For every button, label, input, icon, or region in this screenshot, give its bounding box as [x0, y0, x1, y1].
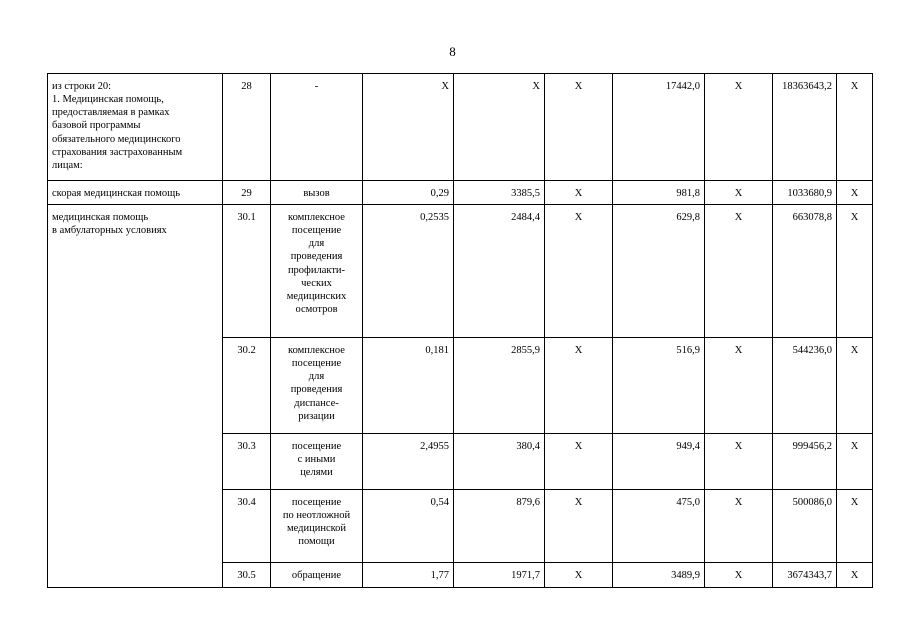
unit-cell: обращение	[271, 563, 363, 588]
value-cell: Х	[545, 74, 613, 181]
value-cell: 544236,0	[773, 338, 837, 434]
row-number-cell: 30.5	[223, 563, 271, 588]
value-cell: Х	[837, 434, 873, 490]
row-number-cell: 30.4	[223, 490, 271, 563]
value-cell: Х	[837, 338, 873, 434]
value-cell: Х	[545, 181, 613, 205]
value-cell: Х	[545, 563, 613, 588]
value-cell: Х	[705, 434, 773, 490]
value-cell: Х	[705, 563, 773, 588]
value-cell: Х	[454, 74, 545, 181]
table-row	[48, 74, 873, 181]
row-number-cell: 28	[223, 74, 271, 181]
value-cell: Х	[705, 338, 773, 434]
value-cell: Х	[705, 205, 773, 338]
value-cell: Х	[837, 205, 873, 338]
value-cell: Х	[705, 181, 773, 205]
value-cell: 999456,2	[773, 434, 837, 490]
value-cell: 2855,9	[454, 338, 545, 434]
table-row	[48, 181, 873, 205]
unit-cell: -	[271, 74, 363, 181]
value-cell: 0,29	[363, 181, 454, 205]
unit-cell: комплексное посещение для проведения профилакти- ческих медицинских осмотров	[271, 205, 363, 338]
value-cell: 18363643,2	[773, 74, 837, 181]
row-name-cell: из строки 20: 1. Медицинская помощь, предоставляемая в рамках базовой программы обязательного медицинского страхования застрахованным лицам:	[48, 74, 223, 181]
row-number-cell: 30.1	[223, 205, 271, 338]
value-cell: 663078,8	[773, 205, 837, 338]
value-cell: 2484,4	[454, 205, 545, 338]
value-cell: 1971,7	[454, 563, 545, 588]
unit-cell: посещение с иными целями	[271, 434, 363, 490]
value-cell: Х	[545, 434, 613, 490]
value-cell: 879,6	[454, 490, 545, 563]
value-cell: 380,4	[454, 434, 545, 490]
unit-cell: вызов	[271, 181, 363, 205]
value-cell: Х	[545, 205, 613, 338]
page-number: 8	[449, 44, 456, 59]
value-cell: 475,0	[613, 490, 705, 563]
table-row	[48, 205, 873, 338]
row-number-cell: 30.3	[223, 434, 271, 490]
value-cell: 2,4955	[363, 434, 454, 490]
value-cell: 949,4	[613, 434, 705, 490]
value-cell: 1033680,9	[773, 181, 837, 205]
value-cell: 500086,0	[773, 490, 837, 563]
value-cell: 17442,0	[613, 74, 705, 181]
value-cell: Х	[705, 490, 773, 563]
value-cell: 3489,9	[613, 563, 705, 588]
row-number-cell: 30.2	[223, 338, 271, 434]
unit-cell: посещение по неотложной медицинской помощи	[271, 490, 363, 563]
value-cell: Х	[705, 74, 773, 181]
value-cell: 629,8	[613, 205, 705, 338]
value-cell: Х	[837, 181, 873, 205]
unit-cell: комплексное посещение для проведения диспансе- ризации	[271, 338, 363, 434]
value-cell: Х	[363, 74, 454, 181]
value-cell: 0,54	[363, 490, 454, 563]
value-cell: 981,8	[613, 181, 705, 205]
row-name-cell: медицинская помощь в амбулаторных условиях	[48, 205, 223, 588]
row-number-cell: 29	[223, 181, 271, 205]
value-cell: Х	[837, 74, 873, 181]
value-cell: 516,9	[613, 338, 705, 434]
value-cell: Х	[545, 338, 613, 434]
value-cell: Х	[837, 563, 873, 588]
row-name-cell: скорая медицинская помощь	[48, 181, 223, 205]
value-cell: Х	[837, 490, 873, 563]
value-cell: 0,181	[363, 338, 454, 434]
value-cell: 0,2535	[363, 205, 454, 338]
data-table	[47, 73, 873, 588]
value-cell: Х	[545, 490, 613, 563]
value-cell: 1,77	[363, 563, 454, 588]
value-cell: 3674343,7	[773, 563, 837, 588]
value-cell: 3385,5	[454, 181, 545, 205]
